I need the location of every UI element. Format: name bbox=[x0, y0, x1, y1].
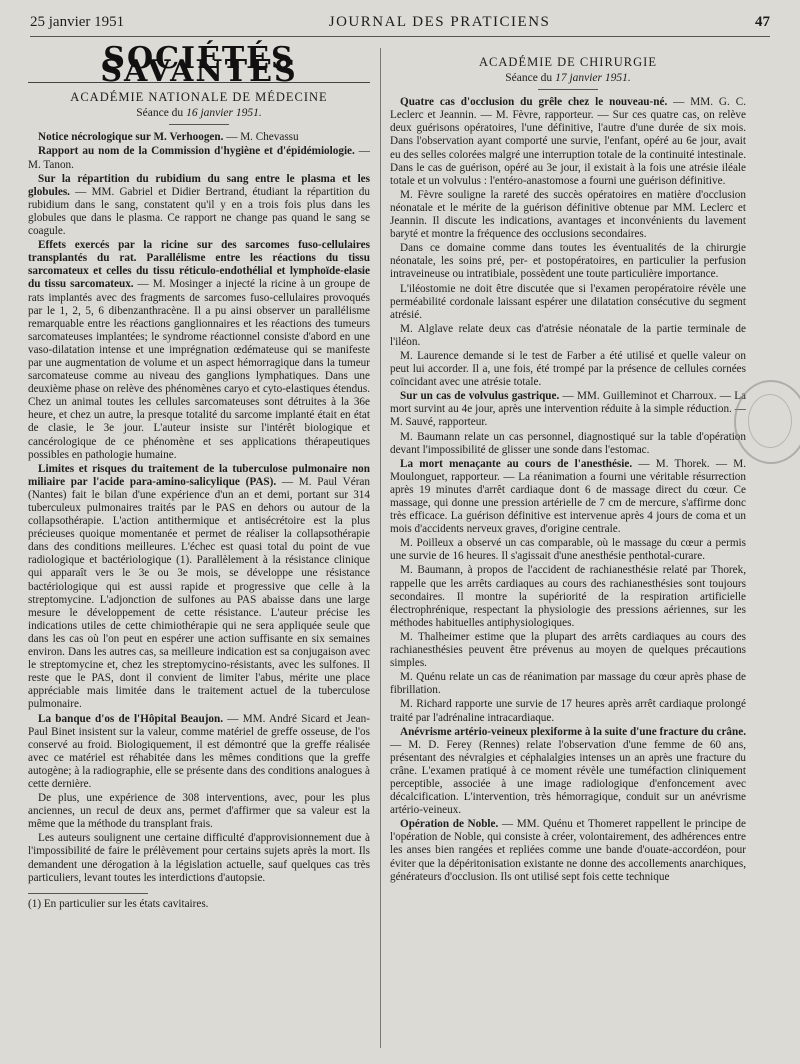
article-text: — M. Tanon. bbox=[28, 145, 370, 171]
article-paragraph bbox=[28, 239, 370, 462]
article-text: Dans ce domaine comme dans toutes les éventualités de la chirurgie néonatale, les soins pré, per- et postopératoires, en particulier la perfusion intraveineuse ou intratibiale, possèdent une toute particulière importance. bbox=[390, 242, 746, 281]
article-text: — MM. G. C. Leclerc et Jeannin. — M. Fèvre, rapporteur. — Sur ces quatre cas, on relève deux guérisons opératoires, l'une définitive, l'autre d'une durée de six mois. Dans l'observation ayant comporté une survie, l'enfant, opéré au 6e jour, avait eu des selles colorées malgré une interruption totale de la continuité intestinale. Dans le cas de guérison, opéré au 3e jour, il existait à la fois une atrésie iléale totale et un volvulus : l'entéro-anastomose a fourni une guérison définitive. bbox=[390, 96, 746, 187]
article-heading: Quatre cas d'occlusion du grêle chez le nouveau-né. bbox=[400, 96, 668, 109]
article-paragraph bbox=[390, 323, 746, 349]
article-text: M. Baumann relate un cas personnel, diagnostiqué sur la table d'opération devant l'impossibilité de glisser une sonde dans l'estomac. bbox=[390, 430, 746, 456]
article-text: — M. D. Ferey (Rennes) relate l'observation d'une femme de 60 ans, présentant des névralgies et céphalalgies intenses un an après une fracture du crâne. L'examen pratiqué à ce moment révèle une tuméfaction cliniquement perceptible, associée à une image radiologique d'enfoncement avec décalcification. L'intervention, très hémorragique, conduit sur un anévrisme artério-veineux. bbox=[390, 738, 746, 817]
footnote-rule bbox=[28, 893, 148, 894]
article-heading: Rapport au nom de la Commission d'hygiène et d'épidémiologie. bbox=[38, 145, 355, 158]
article-paragraph bbox=[390, 818, 746, 883]
article-text: — M. Thorek. — M. Moulonguet, rapporteur. — La réanimation a fourni une véritable résurrection après 19 minutes d'arrêt cardiaque dont 6 de massage direct du cœur. Ce massage, qui donne une pression artérielle de 7 cm de mercure, s'affirme donc très efficace. La guérison définitive est intervenue après 4 jours de coma et un mois d'accidents nerveux graves, d'origine centrale. bbox=[390, 457, 746, 536]
header-date: 25 janvier 1951 bbox=[30, 14, 125, 30]
article-paragraph bbox=[28, 173, 370, 238]
article-text: M. Alglave relate deux cas d'atrésie néonatale de la partie terminale de l'iléon. bbox=[390, 322, 746, 348]
article-text: Les auteurs soulignent une certaine difficulté d'approvisionnement due à l'impossibilité de faire le prélèvement pour certains sujets après la mort. Ils demandent une dérogation à la législation actuelle, sauf quelques cas très particuliers, levant toutes les interdictions d'autopsie. bbox=[28, 832, 370, 884]
article-text: M. Richard rapporte une survie de 17 heures après arrêt cardiaque prolongé traité par l'adrénaline intracardiaque. bbox=[390, 698, 746, 724]
article-paragraph bbox=[28, 832, 370, 884]
article-paragraph bbox=[390, 431, 746, 457]
article-text: — M. Chevassu bbox=[223, 131, 299, 144]
article-text: M. Fèvre souligne la rareté des succès opératoires en matière d'occlusion néonatale et le mérite de la guérison définitive obtenue par MM. Leclerc et Jeannin. Il discute les indications, avantages et inconvénients du lavement baryté et montre la fréquence des occlusions secondaires. bbox=[390, 188, 746, 241]
article-paragraph bbox=[28, 792, 370, 831]
seance-date: 17 janvier 1951. bbox=[555, 72, 631, 85]
right-column bbox=[390, 48, 746, 885]
article-text: — MM. Guilleminot et Charroux. — La mort survint au 4e jour, après une intervention réduite à la simple réduction. — M. Sauvé, rapporteur. bbox=[390, 390, 746, 429]
article-paragraph bbox=[390, 350, 746, 389]
article-heading: Opération de Noble. bbox=[400, 818, 499, 831]
article-heading: Anévrisme artério-veineux plexiforme à la suite d'une fracture du crâne. bbox=[400, 725, 746, 738]
article-paragraph bbox=[28, 713, 370, 792]
article-paragraph bbox=[390, 242, 746, 281]
academy-heading: ACADÉMIE NATIONALE DE MÉDECINE bbox=[70, 90, 328, 105]
article-paragraph bbox=[390, 283, 746, 322]
article-heading: La banque d'os de l'Hôpital Beaujon. bbox=[38, 712, 224, 725]
column-divider bbox=[380, 48, 381, 1048]
article-text: — MM. Gabriel et Didier Bertrand, étudiant la répartition du rubidium dans le sang, constatent qu'il y en a trois fois plus dans les globules que dans le plasma. Ce rapport ne change pas quand le sang se coagule. bbox=[28, 185, 370, 238]
article-paragraph bbox=[28, 463, 370, 712]
seance-divider bbox=[169, 124, 229, 125]
article-text: — M. Mosinger a injecté la ricine à un groupe de rats implantés avec des fragments de sarcomes fuso-cellulaires provoqués par le 1, 2, 5, 6 dibenzanthracène. Il a pu ainsi observer un parallélisme remarquable entre les réactions ganglionnaires et les réactions des tumeurs sarcomateuses implantées; le syndrome réactionnel consiste d'abord en une vaso-dilatation intense et une imprégnation œdémateuse qui se manifeste par une augmentation de volume et un aspect hémorragique dans la tumeur sarcomateuse comme au niveau des ganglions lymphatiques. Dans une deuxième phase on relève des phénomènes caryo et cyto-elastiques étendus. Chez un animal toutes les cellules sarcomateuses sont détruites à la 36e heure, et chez un autre, la presque totalité du sarcome implanté était en état de clasie, le 3e jour. L'auteur insiste sur l'intérêt biologique et cancérologique de ce phénomène et ses applications thérapeutiques possibles en pathologie humaine. bbox=[28, 278, 370, 461]
article-heading: Notice nécrologique sur M. Verhoogen. bbox=[38, 131, 224, 144]
article-text: M. Thalheimer estime que la plupart des arrêts cardiaques au cours des rachianesthésies peuvent être prévenus au moyen de quelques précautions simples. bbox=[390, 630, 746, 670]
article-text: M. Laurence demande si le test de Farber a été utilisé et quelle valeur on peut lui accorder. Il a, une fois, été trompé par la présence de cellules cornées coïncidant avec une atrésie totale. bbox=[390, 349, 746, 389]
header-journal-title: JOURNAL DES PRATICIENS bbox=[328, 14, 551, 30]
article-text: — MM. André Sicard et Jean-Paul Binet insistent sur la valeur, comme matériel de greffe osseuse, de l'os conservé au froid. Biologiquement, il est démontré que la greffe réalisée avec ce matériel est réhabitée dans les mêmes conditions que la greffe autogène; à la radiographie, elle se présente dans des conditions analogues à cette dernière. bbox=[28, 712, 370, 790]
article-text: De plus, une expérience de 308 interventions, avec, pour les plus anciennes, un recul de deux ans, permet d'affirmer que sa valeur est la même que la méthode du transplant frais. bbox=[28, 792, 370, 831]
article-paragraph bbox=[390, 726, 746, 818]
article-text: — MM. Quénu et Thomeret rappellent le principe de l'opération de Noble, qui consiste à créer, volontairement, des adhérences entre les anses bien rangées et repliées comme une bande d'ouate-accordéon, pour éviter que la dépéritonisation existante ne donne des accollements anarchiques, générateurs d'occlusion. Ils ont utilisé sept fois cette technique bbox=[390, 818, 746, 883]
page-number: 47 bbox=[754, 14, 770, 30]
seance-prefix: Séance du bbox=[505, 72, 553, 85]
article-paragraph bbox=[390, 390, 746, 429]
seance-date: 16 janvier 1951. bbox=[186, 107, 262, 120]
article-text: M. Baumann, à propos de l'accident de rachianesthésie relaté par Thorek, rappelle que les arrêts cardiaques au cours des rachianesthésies sont toujours secondaires. Il montre la supériorité de la respiration artificielle électrophrénique, respectant la physiologie des pressions aériennes, sur les méthodes habituelles antiphysiologiques. bbox=[390, 564, 746, 629]
article-heading: Sur un cas de volvulus gastrique. bbox=[400, 390, 560, 403]
article-text: — M. Paul Véran (Nantes) fait le bilan d'une expérience d'un an et demi, portant sur 314 tuberculeux pulmonaires traités par le PAS en dehors ou autour de la collapsothérapie. L'action antithermique et antisécrétoire est la plus précieuses quoique momentanée et permet de réaliser la collapsothérapie dans des conditions meilleures. L'échec est quasi total du point de vue radiologique et bactériologique (1). Parallèlement à la résistance clinique qui apparaît vers le 3e ou 3e mois, se développe une résistance bactériologique qui est aussi rapide et progressive que celle à la streptomycine. L'adjonction de sulfones au PAS abaisse dans une large mesure le développement de cette résistance. L'auteur précise les indications utiles de cette chimiothérapie qui ne sera appliquée seule que dans les cas où l'on peut en espérer une action suffisante en six semaines environ. Dans les autres cas, sa meilleure indication est sa conjugaison avec le streptomycine et, chez les streptomycino-résistants, avec les sulfones. Il reste que le PAS, dont il convient de limiter l'abus, mérite une place appréciable mais limitée dans le traitement actuel de la tuberculose pulmonaire. bbox=[28, 475, 370, 711]
article-paragraph bbox=[390, 564, 746, 629]
article-paragraph bbox=[28, 131, 370, 144]
left-paragraphs bbox=[28, 131, 370, 884]
article-paragraph bbox=[390, 698, 746, 724]
article-heading: Sur la répartition du rubidium du sang entre le plasma et les globules. bbox=[28, 172, 370, 198]
seance-line bbox=[390, 72, 746, 85]
article-heading: Effets exercés par la ricine sur des sarcomes fuso-cellulaires transplantés du rat. Parallélisme entre les réactions du tissu sarcomateux et celles du tissu réticulo-endothélial et lymphoïde-elasie du tissu sarcomateux. bbox=[28, 239, 370, 291]
academy-heading: ACADÉMIE DE CHIRURGIE bbox=[479, 55, 657, 69]
seance-line bbox=[28, 107, 370, 120]
article-paragraph bbox=[390, 458, 746, 537]
article-heading: Limites et risques du traitement de la tuberculose pulmonaire non miliaire par l'acide para-amino-salicylique (PAS). bbox=[28, 462, 370, 488]
right-paragraphs bbox=[390, 96, 746, 884]
section-masthead: SOCIÉTÉS SAVANTES bbox=[28, 52, 370, 83]
article-text: M. Poilleux a observé un cas comparable, où le massage du cœur a permis une survie de 16 heures. Il s'agissait d'une anesthésie penthotal-curare. bbox=[390, 537, 746, 563]
article-paragraph bbox=[390, 537, 746, 563]
running-header bbox=[30, 14, 770, 37]
article-paragraph bbox=[390, 631, 746, 670]
seance-divider bbox=[538, 89, 598, 90]
article-paragraph bbox=[390, 189, 746, 241]
article-paragraph bbox=[390, 96, 746, 188]
article-heading: La mort menaçante au cours de l'anesthésie. bbox=[400, 457, 633, 470]
seance-prefix: Séance du bbox=[136, 107, 184, 120]
article-text: L'iléostomie ne doit être discutée que si l'examen peropératoire révèle une perméabilité cordonale laissant espérer une dilatation consécutive du segment atrésié. bbox=[390, 282, 746, 321]
article-text: M. Quénu relate un cas de réanimation par massage du cœur après phase de fibrillation. bbox=[390, 671, 746, 697]
article-paragraph bbox=[390, 671, 746, 697]
left-column bbox=[28, 41, 370, 912]
article-paragraph bbox=[28, 145, 370, 171]
footnote: (1) En particulier sur les états cavitaires. bbox=[28, 897, 209, 910]
library-stamp bbox=[734, 380, 800, 464]
